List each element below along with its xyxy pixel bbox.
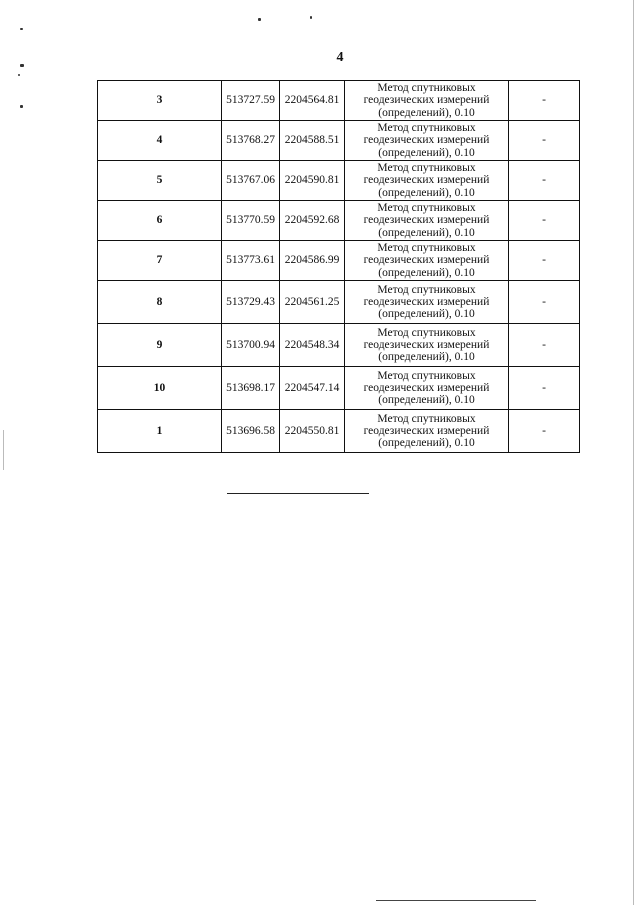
note-cell: - <box>509 121 580 161</box>
note-cell: - <box>509 410 580 453</box>
method-line: геодезических измерений <box>363 134 490 147</box>
point-number-cell: 10 <box>98 367 222 410</box>
method-line: геодезических измерений <box>363 254 490 267</box>
note-cell: - <box>509 281 580 324</box>
method-line: Метод спутниковых <box>377 82 476 95</box>
table-row <box>98 324 580 367</box>
method-line: (определений), 0.10 <box>378 437 475 450</box>
scan-speck <box>310 16 312 19</box>
note-cell: - <box>509 367 580 410</box>
y-coordinate-cell: 2204564.81 <box>280 81 345 121</box>
method-line: геодезических измерений <box>363 295 490 308</box>
method-line: геодезических измерений <box>363 174 490 187</box>
x-coordinate-cell: 513768.27 <box>222 121 280 161</box>
x-coordinate-cell: 513729.43 <box>222 281 280 324</box>
x-coordinate-cell: 513727.59 <box>222 81 280 121</box>
coordinates-table <box>97 80 580 453</box>
x-coordinate-cell: 513767.06 <box>222 161 280 201</box>
y-coordinate-cell: 2204590.81 <box>280 161 345 201</box>
method-cell <box>345 121 509 161</box>
table-row <box>98 201 580 241</box>
y-coordinate-cell: 2204592.68 <box>280 201 345 241</box>
x-coordinate-cell: 513698.17 <box>222 367 280 410</box>
method-line: Метод спутниковых <box>377 326 476 339</box>
method-line: Метод спутниковых <box>377 122 476 135</box>
point-number-cell: 8 <box>98 281 222 324</box>
method-line: геодезических измерений <box>363 381 490 394</box>
table-row <box>98 161 580 201</box>
method-line: Метод спутниковых <box>377 202 476 215</box>
method-line: (определений), 0.10 <box>378 394 475 407</box>
y-coordinate-cell: 2204586.99 <box>280 241 345 281</box>
point-number-cell: 1 <box>98 410 222 453</box>
y-coordinate-cell: 2204561.25 <box>280 281 345 324</box>
x-coordinate-cell: 513773.61 <box>222 241 280 281</box>
point-number-cell: 3 <box>98 81 222 121</box>
method-cell <box>345 161 509 201</box>
method-line: (определений), 0.10 <box>378 308 475 321</box>
scan-edge-line <box>3 430 4 470</box>
scan-edge-line <box>633 0 634 905</box>
method-line: (определений), 0.10 <box>378 351 475 364</box>
table-row <box>98 241 580 281</box>
method-line: геодезических измерений <box>363 94 490 107</box>
method-cell <box>345 81 509 121</box>
y-coordinate-cell: 2204588.51 <box>280 121 345 161</box>
table-row <box>98 367 580 410</box>
method-line: (определений), 0.10 <box>378 146 475 159</box>
x-coordinate-cell: 513770.59 <box>222 201 280 241</box>
note-cell: - <box>509 201 580 241</box>
scan-speck <box>18 74 20 76</box>
separator-line <box>227 493 369 494</box>
table-row <box>98 81 580 121</box>
y-coordinate-cell: 2204547.14 <box>280 367 345 410</box>
note-cell: - <box>509 324 580 367</box>
method-line: (определений), 0.10 <box>378 106 475 119</box>
method-cell <box>345 201 509 241</box>
method-line: Метод спутниковых <box>377 162 476 175</box>
page-number: 4 <box>336 50 344 65</box>
y-coordinate-cell: 2204550.81 <box>280 410 345 453</box>
note-cell: - <box>509 161 580 201</box>
point-number-cell: 6 <box>98 201 222 241</box>
point-number-cell: 9 <box>98 324 222 367</box>
table-row <box>98 410 580 453</box>
scan-speck <box>258 18 261 21</box>
method-line: геодезических измерений <box>363 214 490 227</box>
scan-speck <box>20 28 23 30</box>
table-row <box>98 281 580 324</box>
method-line: Метод спутниковых <box>377 242 476 255</box>
method-line: (определений), 0.10 <box>378 266 475 279</box>
point-number-cell: 4 <box>98 121 222 161</box>
method-line: Метод спутниковых <box>377 283 476 296</box>
method-cell <box>345 367 509 410</box>
method-cell <box>345 241 509 281</box>
y-coordinate-cell: 2204548.34 <box>280 324 345 367</box>
method-line: Метод спутниковых <box>377 369 476 382</box>
method-cell <box>345 281 509 324</box>
scan-speck <box>20 105 23 108</box>
method-line: (определений), 0.10 <box>378 186 475 199</box>
footer-line <box>376 900 536 901</box>
method-line: геодезических измерений <box>363 338 490 351</box>
x-coordinate-cell: 513700.94 <box>222 324 280 367</box>
point-number-cell: 5 <box>98 161 222 201</box>
method-cell <box>345 410 509 453</box>
note-cell: - <box>509 81 580 121</box>
point-number-cell: 7 <box>98 241 222 281</box>
x-coordinate-cell: 513696.58 <box>222 410 280 453</box>
method-line: геодезических измерений <box>363 424 490 437</box>
note-cell: - <box>509 241 580 281</box>
method-line: Метод спутниковых <box>377 412 476 425</box>
table-row <box>98 121 580 161</box>
method-line: (определений), 0.10 <box>378 226 475 239</box>
method-cell <box>345 324 509 367</box>
